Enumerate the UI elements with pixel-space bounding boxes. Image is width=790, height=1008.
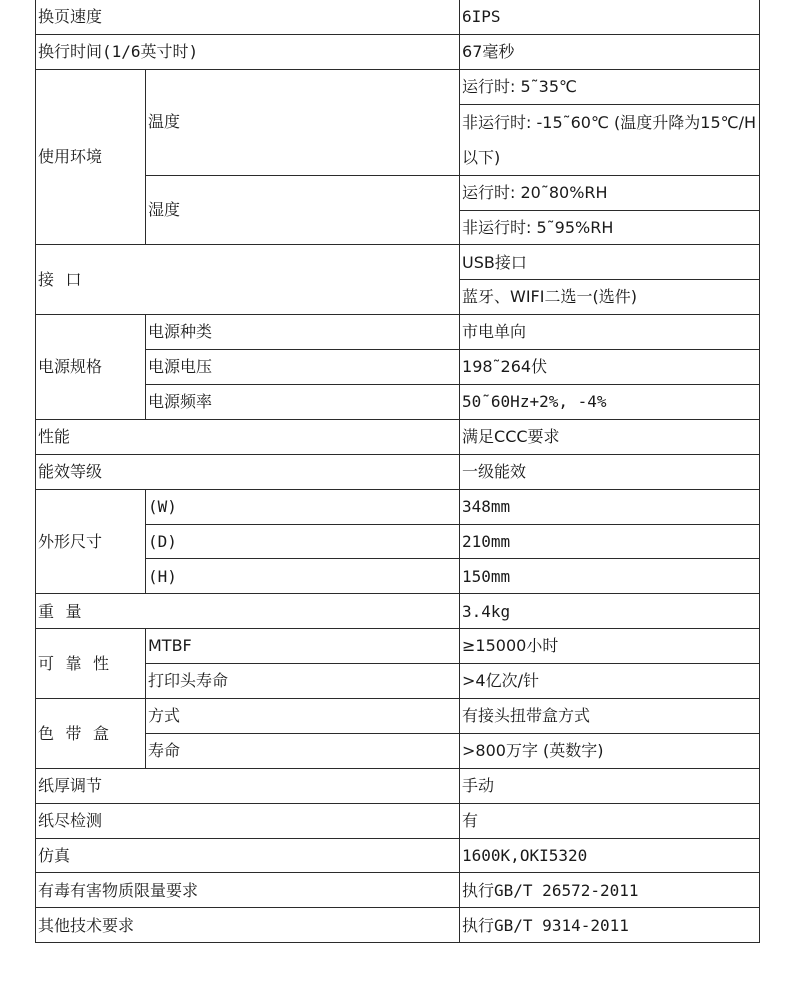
- spec-value: ≥15000小时: [460, 629, 760, 664]
- spec-value: >800万字 (英数字): [460, 733, 760, 768]
- spec-label: 仿真: [36, 838, 460, 873]
- table-row: [36, 803, 760, 838]
- spec-value: 348mm: [460, 489, 760, 524]
- spec-group-label: 接 口: [36, 245, 460, 315]
- spec-value: 非运行时: 5˜95%RH: [460, 210, 760, 245]
- spec-sublabel: 温度: [146, 69, 460, 175]
- spec-label: 纸尽检测: [36, 803, 460, 838]
- spec-value: >4亿次/针: [460, 664, 760, 699]
- table-row: [36, 838, 760, 873]
- spec-value: 执行GB/T 26572-2011: [460, 873, 760, 908]
- table-row: [36, 594, 760, 629]
- spec-label: 能效等级: [36, 454, 460, 489]
- table-row: [36, 629, 760, 664]
- spec-value: 50˜60Hz+2%, -4%: [460, 385, 760, 420]
- table-row: [36, 34, 760, 69]
- spec-value: 1600K,OKI5320: [460, 838, 760, 873]
- spec-sublabel: 寿命: [146, 733, 460, 768]
- spec-group-label: 电源规格: [36, 315, 146, 420]
- spec-value: 运行时: 20˜80%RH: [460, 175, 760, 210]
- spec-value: 210mm: [460, 524, 760, 559]
- spec-value: USB接口: [460, 245, 760, 280]
- table-row: [36, 0, 760, 34]
- spec-value: 满足CCC要求: [460, 419, 760, 454]
- spec-label: 其他技术要求: [36, 908, 460, 943]
- table-row: [36, 699, 760, 734]
- spec-group-label: 使用环境: [36, 69, 146, 245]
- table-row: [36, 768, 760, 803]
- spec-sublabel: MTBF: [146, 629, 460, 664]
- spec-value: 运行时: 5˜35℃: [460, 69, 760, 104]
- spec-value: 手动: [460, 768, 760, 803]
- table-row: [36, 245, 760, 280]
- spec-value: 198˜264伏: [460, 350, 760, 385]
- spec-value: 市电单向: [460, 315, 760, 350]
- table-row: [36, 315, 760, 350]
- spec-value: 非运行时: -15˜60℃ (温度升降为15℃/H以下): [460, 104, 760, 175]
- spec-label: 性能: [36, 419, 460, 454]
- spec-value: 6IPS: [460, 0, 760, 34]
- spec-value: 3.4kg: [460, 594, 760, 629]
- spec-sublabel: (D): [146, 524, 460, 559]
- table-row: [36, 908, 760, 943]
- spec-sublabel: 电源电压: [146, 350, 460, 385]
- spec-group-label: 外形尺寸: [36, 489, 146, 594]
- spec-group-label: 可 靠 性: [36, 629, 146, 699]
- spec-value: 有: [460, 803, 760, 838]
- spec-value: 67毫秒: [460, 34, 760, 69]
- spec-label: 换行时间(1/6英寸时): [36, 34, 460, 69]
- spec-label: 纸厚调节: [36, 768, 460, 803]
- spec-group-label: 色 带 盒: [36, 699, 146, 769]
- spec-table: [35, 0, 760, 943]
- spec-value: 一级能效: [460, 454, 760, 489]
- spec-sublabel: (W): [146, 489, 460, 524]
- spec-sublabel: 打印头寿命: [146, 664, 460, 699]
- spec-value: 150mm: [460, 559, 760, 594]
- table-row: [36, 454, 760, 489]
- spec-label: 换页速度: [36, 0, 460, 34]
- spec-sublabel: 方式: [146, 699, 460, 734]
- spec-value: 蓝牙、WIFI二选一(选件): [460, 280, 760, 315]
- table-row: [36, 69, 760, 104]
- spec-sublabel: 湿度: [146, 175, 460, 245]
- spec-sublabel: 电源频率: [146, 385, 460, 420]
- spec-value: 执行GB/T 9314-2011: [460, 908, 760, 943]
- spec-sublabel: 电源种类: [146, 315, 460, 350]
- spec-label: 有毒有害物质限量要求: [36, 873, 460, 908]
- spec-label: 重 量: [36, 594, 460, 629]
- table-row: [36, 419, 760, 454]
- spec-sublabel: (H): [146, 559, 460, 594]
- table-row: [36, 873, 760, 908]
- spec-value: 有接头扭带盒方式: [460, 699, 760, 734]
- table-row: [36, 489, 760, 524]
